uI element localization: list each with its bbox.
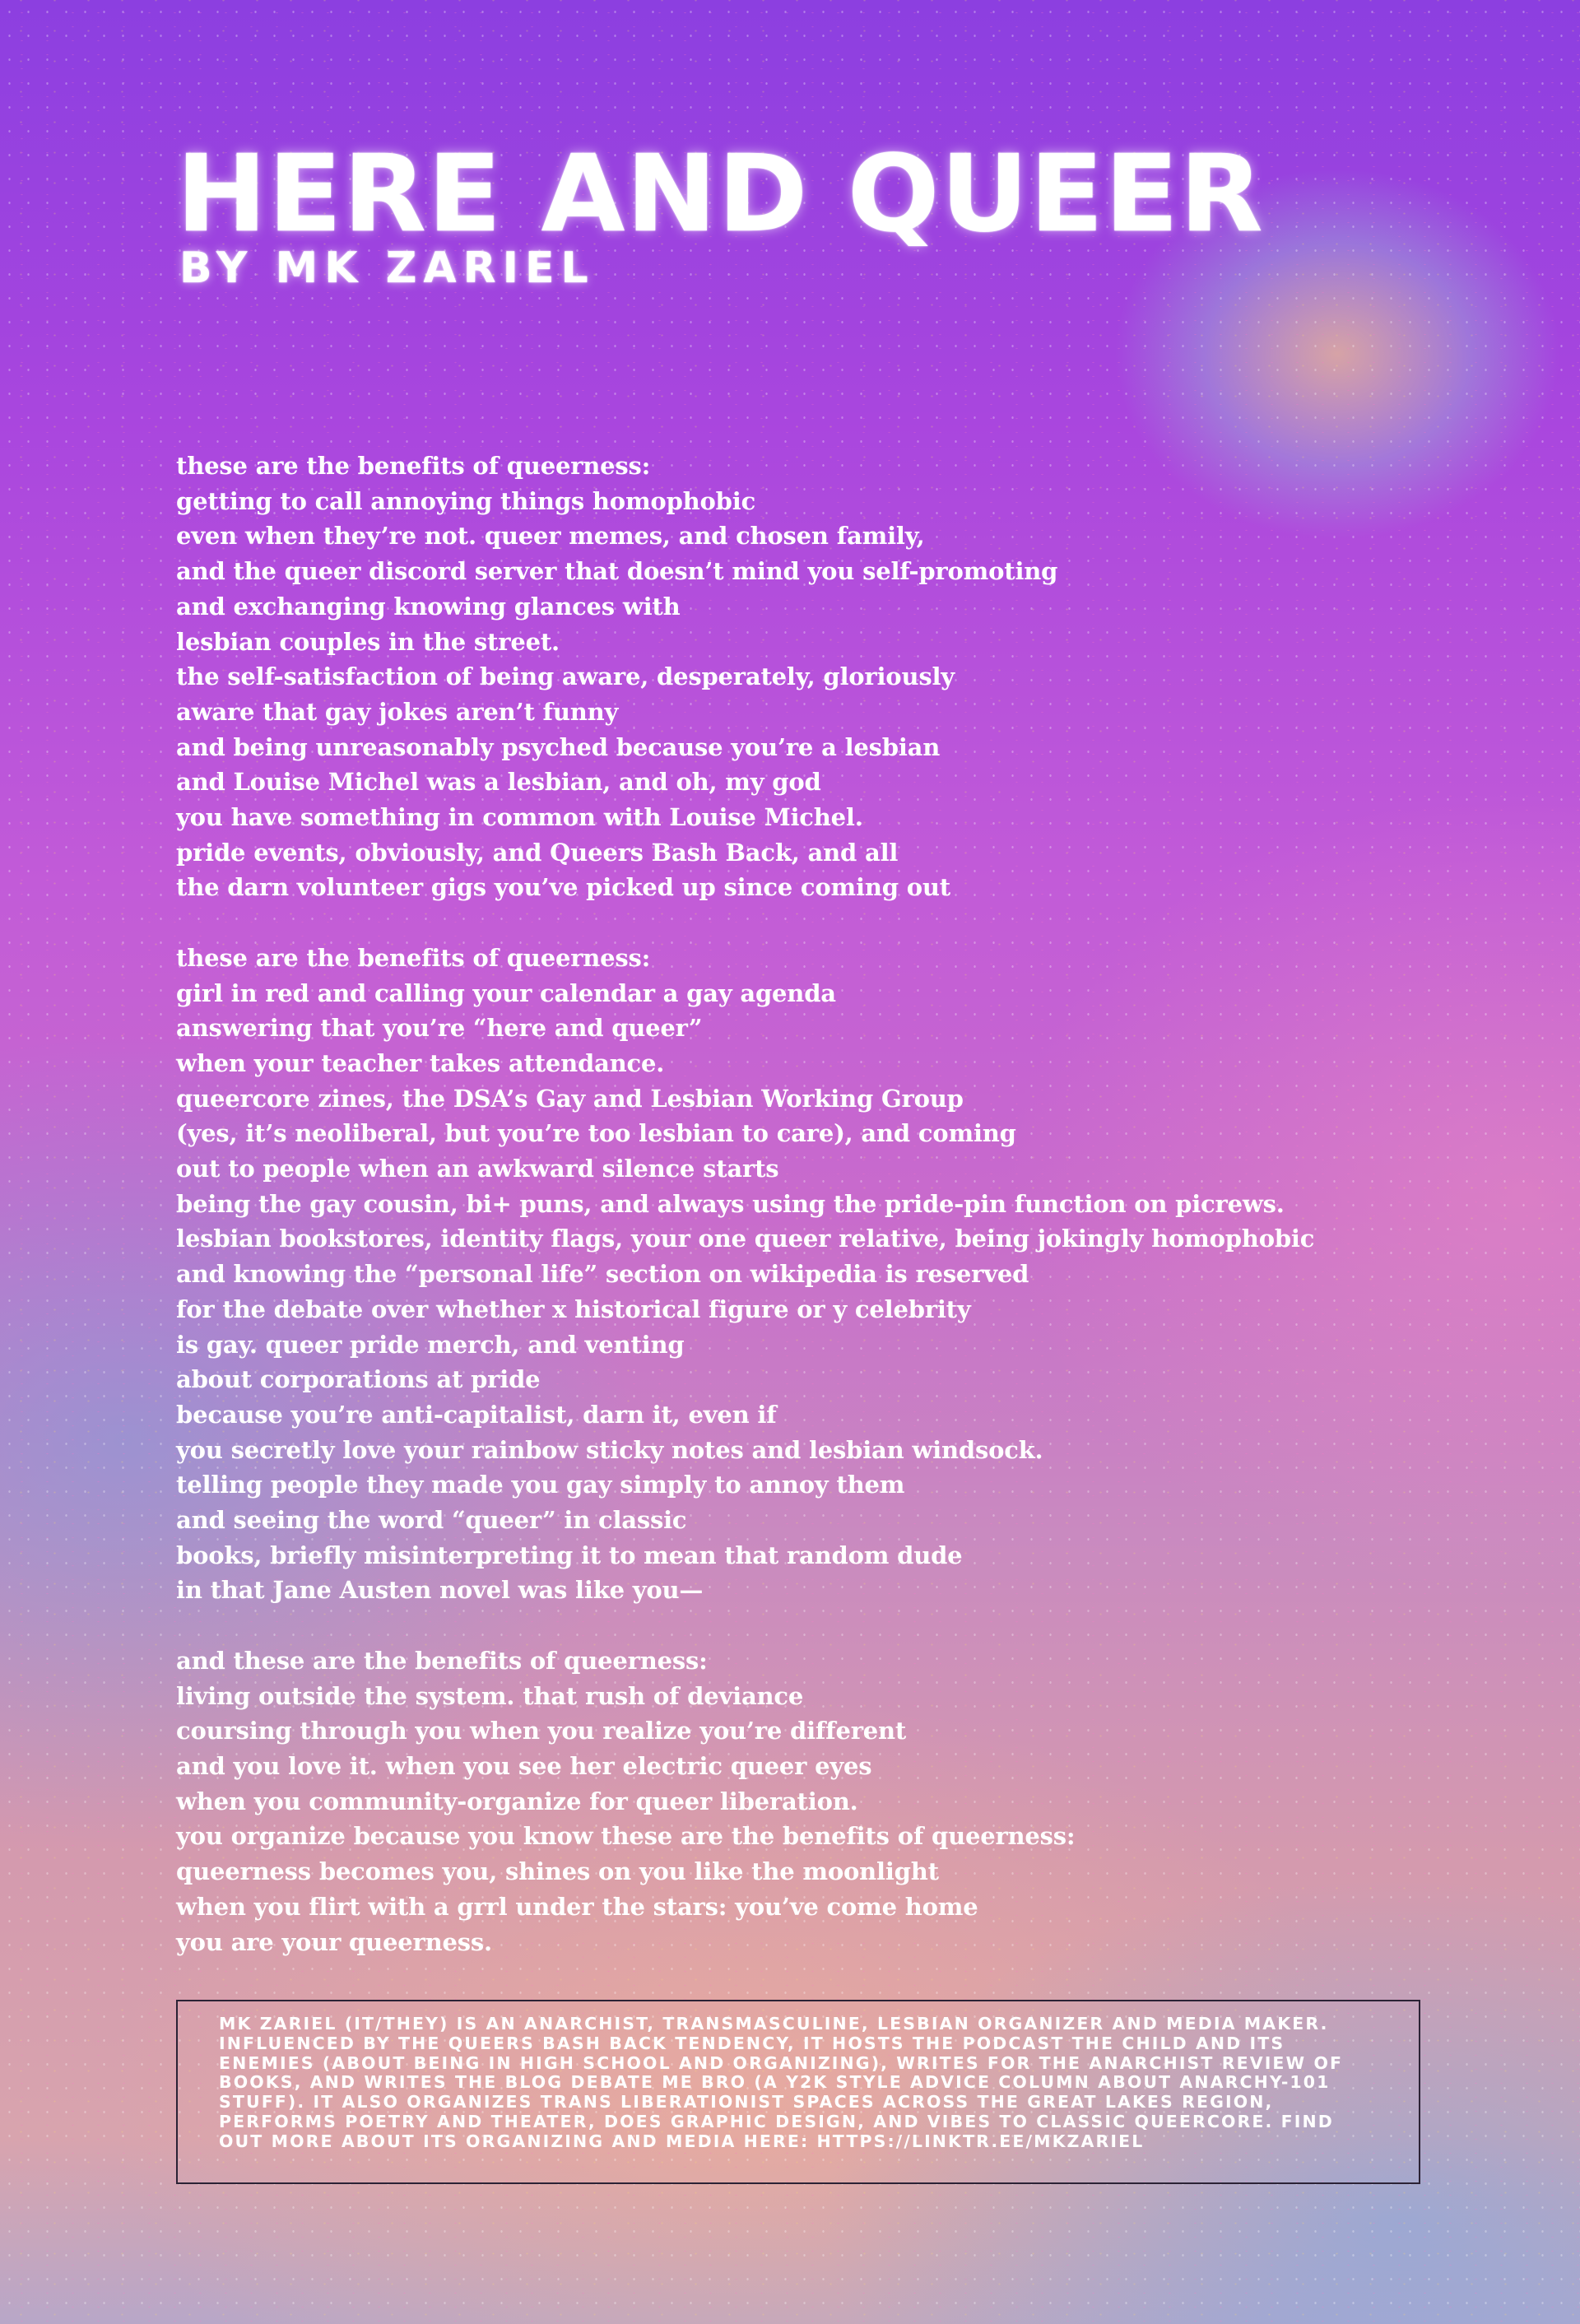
poem-line: in that Jane Austen novel was like you— xyxy=(176,1576,704,1605)
author-bio-box xyxy=(176,2000,1420,2184)
poem-line: lesbian couples in the street. xyxy=(176,627,560,656)
poem-line: you are your queerness. xyxy=(176,1927,492,1956)
author-bio-text: MK ZARIEL (IT/THEY) IS AN ANARCHIST, TRANSMASCULINE, LESBIAN ORGANIZER AND MEDIA MAKER. INFLUENCED BY THE QUEERS BASH BACK TENDENCY, IT HOSTS THE PODCAST THE CHILD AND ITS ENEMIES (ABOUT BEING IN HIGH SCHOOL AND ORGANIZING), WRITES FOR THE ANARCHIST REVIEW OF BOOKS, AND WRITES THE BLOG DEBATE ME BRO (A Y2K STYLE ADVICE COLUMN ABOUT ANARCHY-101 STUFF). IT ALSO ORGANIZES TRANS LIBERATIONIST SPACES ACROSS THE GREAT LAKES REGION, PERFORMS POETRY AND THEATER, DOES GRAPHIC DESIGN, AND VIBES TO CLASSIC QUEERCORE. FIND OUT MORE ABOUT ITS ORGANIZING AND MEDIA HERE: HTTPS://LINKTR.EE/MKZARIEL xyxy=(219,2014,1344,2151)
poem-line: and being unreasonably psyched because you’re a lesbian xyxy=(176,732,941,761)
poem-line: when you flirt with a grrl under the stars: you’ve come home xyxy=(176,1892,978,1921)
poem-line: answering that you’re “here and queer” xyxy=(176,1014,703,1043)
poem-line: you secretly love your rainbow sticky notes and lesbian windsock. xyxy=(176,1435,1043,1464)
poem-line: living outside the system. that rush of deviance xyxy=(176,1681,804,1710)
poem-line: about corporations at pride xyxy=(176,1365,541,1394)
poem-line: books, briefly misinterpreting it to mean that random dude xyxy=(176,1541,963,1569)
poem-line: and Louise Michel was a lesbian, and oh, my god xyxy=(176,768,821,797)
poem-line: you organize because you know these are the benefits of queerness: xyxy=(176,1822,1076,1851)
poem-line: and knowing the “personal life” section on wikipedia is reserved xyxy=(176,1260,1029,1289)
poem-line: aware that gay jokes aren’t funny xyxy=(176,697,619,726)
poem-line: and you love it. when you see her electric queer eyes xyxy=(176,1751,872,1780)
author-byline: BY MK ZARIEL xyxy=(179,244,595,293)
poem-line: telling people they made you gay simply to annoy them xyxy=(176,1471,905,1499)
poem-line: girl in red and calling your calendar a gay agenda xyxy=(176,978,836,1007)
poem-stanza xyxy=(176,941,1493,1608)
poem-line: is gay. queer pride merch, and venting xyxy=(176,1330,685,1359)
poem-line: queerness becomes you, shines on you like the moonlight xyxy=(176,1857,939,1886)
poem-line: these are the benefits of queerness: xyxy=(176,452,651,480)
poem-line: being the gay cousin, bi+ puns, and always using the pride-pin function on picrews. xyxy=(176,1189,1285,1218)
poem-line: and exchanging knowing glances with xyxy=(176,592,681,621)
poem-line: when you community-organize for queer liberation. xyxy=(176,1787,858,1815)
poem-line: queercore zines, the DSA’s Gay and Lesbian Working Group xyxy=(176,1084,964,1113)
poem-line: you have something in common with Louise Michel. xyxy=(176,803,863,832)
poem-line: when your teacher takes attendance. xyxy=(176,1048,665,1077)
poem-line: for the debate over whether x historical figure or y celebrity xyxy=(176,1294,971,1323)
poem-line: (yes, it’s neoliberal, but you’re too lesbian to care), and coming xyxy=(176,1119,1016,1148)
page-title: HERE AND QUEER xyxy=(176,132,1264,257)
poem-line: even when they’re not. queer memes, and chosen family, xyxy=(176,522,925,551)
poem-line: the darn volunteer gigs you’ve picked up since coming out xyxy=(176,873,950,902)
poem-line: because you’re anti-capitalist, darn it, even if xyxy=(176,1400,777,1429)
poem-line: getting to call annoying things homophobic xyxy=(176,486,756,515)
poem-line: and seeing the word “queer” in classic xyxy=(176,1506,687,1535)
poem-line: coursing through you when you realize you’re different xyxy=(176,1717,907,1745)
poem-line: pride events, obviously, and Queers Bash Back, and all xyxy=(176,838,899,867)
poem-line: and these are the benefits of queerness: xyxy=(176,1646,708,1675)
poem-line: out to people when an awkward silence starts xyxy=(176,1155,779,1183)
poem-line: lesbian bookstores, identity flags, your one queer relative, being jokingly homophobic xyxy=(176,1225,1315,1253)
poem-stanza xyxy=(176,449,1493,905)
poem-stanza xyxy=(176,1643,1493,1959)
poem-body xyxy=(176,449,1493,1995)
poem-line: these are the benefits of queerness: xyxy=(176,943,651,972)
poem-line: and the queer discord server that doesn’t mind you self-promoting xyxy=(176,557,1058,586)
poem-line: the self-satisfaction of being aware, desperately, gloriously xyxy=(176,662,955,691)
